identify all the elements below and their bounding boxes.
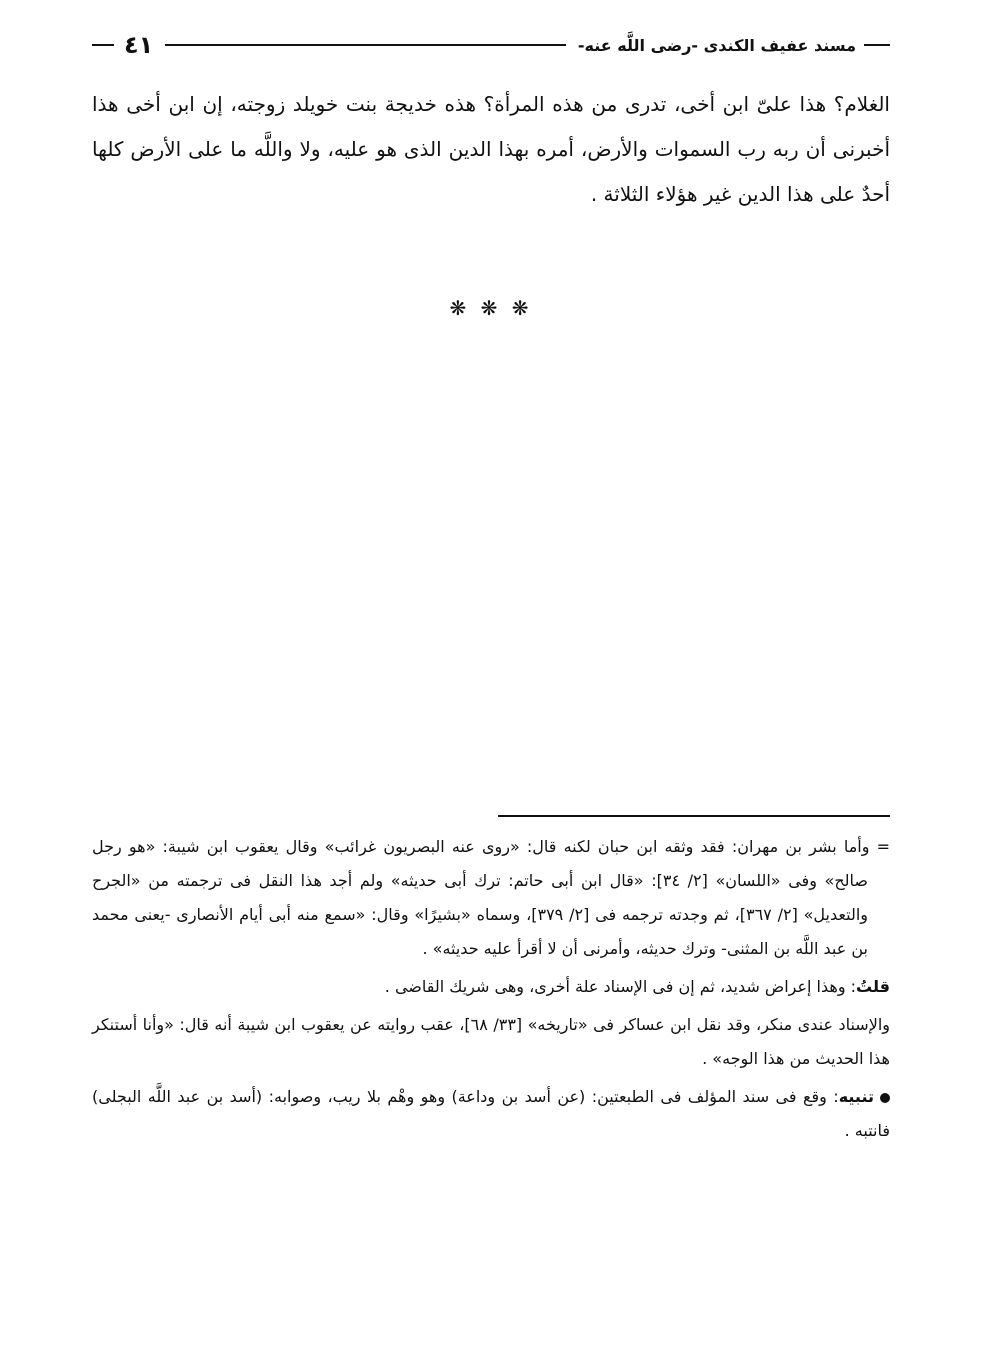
footnote-continuation (92, 830, 890, 966)
tanbih-text: : وقع فى سند المؤلف فى الطبعتين: (عن أسد بن وداعة) وهو وهْم بلا ريب، وصوابه: (أسد بن عبد اللَّه البجلى) فانتبه . (92, 1087, 890, 1140)
footnote-qultu (92, 970, 890, 1004)
continuation-marker: = (876, 837, 890, 856)
section-separator: ❋ ❋ ❋ (449, 296, 533, 320)
header-leading-dash (864, 44, 890, 46)
qultu-text: : وهذا إعراض شديد، ثم إن فى الإسناد علة أخرى، وهى شريك القاضى . (384, 977, 857, 996)
continuation-text: وأما بشر بن مهران: فقد وثقه ابن حبان لكنه قال: «روى عنه البصريون غرائب» وقال يعقوب ابن شيبة: «هو رجل صالح» وفى «اللسان» [٢/ ٣٤]: «قال ابن أبى حاتم: ترك أبى حديثه» ولم أجد هذا النقل فى ترجمته من «الجرح والتعديل» [٢/ ٣٦٧]، ثم وجدته ترجمه فى [٢/ ٣٧٩]، وسماه «بشيرًا» وقال: «سمع منه أبى أيام الأنصارى -يعنى محمد بن عبد اللَّه بن المثنى- وترك حديثه، وأمرنى أن لا أقرأ عليه حديثه» . (92, 837, 870, 958)
qultu-label: قلتُ (856, 977, 890, 996)
main-paragraph: الغلام؟ هذا علىّ ابن أخى، تدرى من هذه المرأة؟ هذه خديجة بنت خويلد زوجته، إن ابن أخى هذا أخبرنى أن ربه رب السموات والأرض، أمره بهذا الدين الذى هو عليه، ولا واللَّه ما على الأرض كلها أحدٌ على هذا الدين غير هؤلاء الثلاثة . (92, 92, 890, 206)
running-header (92, 28, 890, 62)
bullet-icon (880, 1093, 890, 1103)
header-rule (165, 44, 566, 46)
footnote-tanbih (92, 1080, 890, 1148)
page-number: ٤١ (124, 31, 154, 59)
header-title: مسند عفيف الكندى -رضى اللَّه عنه- (577, 35, 856, 55)
footnotes (92, 830, 890, 1152)
header-trailing-dash (92, 44, 114, 46)
footnote-isnad: والإسناد عندى منكر، وقد نقل ابن عساكر فى «تاريخه» [٣٣/ ٦٨]، عقب روايته عن يعقوب ابن شيبة أنه قال: «وأنا أستنكر هذا الحديث من هذا الوجه» . (92, 1015, 891, 1068)
tanbih-label: تنبيه (838, 1087, 874, 1106)
footnote-rule (498, 815, 890, 817)
